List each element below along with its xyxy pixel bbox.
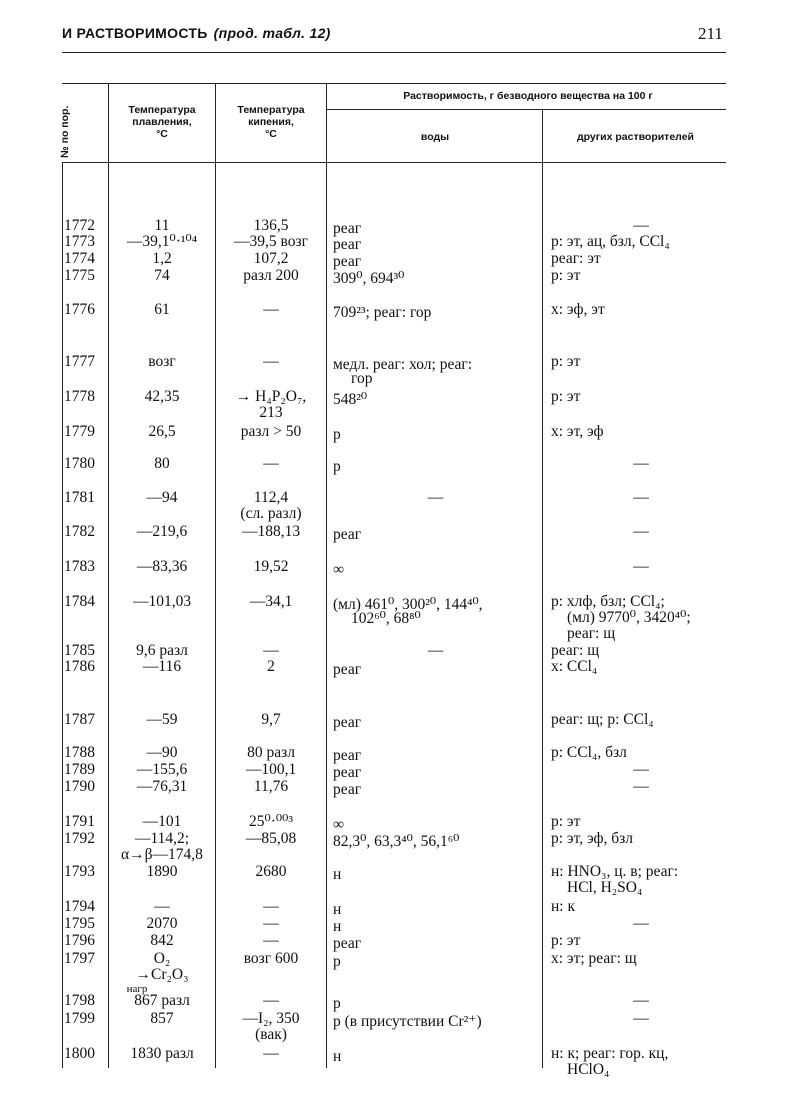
- melting-point: —76,31: [136, 778, 188, 795]
- boiling-point: —39,5 возг: [234, 233, 308, 250]
- row-number: 1784: [64, 593, 95, 610]
- row-number: 1793: [64, 863, 95, 880]
- water-solubility: ∞: [333, 816, 345, 833]
- other-solvents-cont: HClO₄: [567, 1061, 610, 1078]
- melting-point: —219,6: [136, 523, 188, 540]
- other-solvents: р: хлф, бзл; CCl₄;: [551, 593, 665, 610]
- other-solvents: —: [633, 761, 649, 778]
- column-header-no: № по пор.: [59, 105, 71, 158]
- water-solubility: реаг: [333, 935, 362, 952]
- other-solvents: х: эф, эт: [551, 301, 605, 318]
- column-header-boiling: Температура кипения, °С: [237, 104, 305, 140]
- row-number: 1797: [64, 950, 95, 967]
- water-solubility: реаг: [333, 714, 362, 731]
- boiling-point: —: [263, 915, 279, 932]
- melting-point: —155,6: [136, 761, 188, 778]
- water-solubility: р: [333, 426, 341, 443]
- other-solvents: н: к; реаг: гор. кц,: [551, 1045, 669, 1062]
- water-solubility-cont: 102⁶⁰, 68⁸⁰: [351, 610, 421, 627]
- melting-point: O₂: [153, 950, 171, 967]
- col-left-edge: [62, 162, 63, 1068]
- water-solubility: —: [427, 489, 444, 506]
- row-number: 1790: [64, 778, 95, 795]
- boiling-point: 2: [267, 658, 275, 675]
- melting-point: —114,2;: [134, 830, 190, 847]
- boiling-point: 80 разл: [247, 744, 295, 761]
- melting-point: 1830 разл: [130, 1045, 194, 1062]
- row-number: 1786: [64, 658, 95, 675]
- melting-point-cont: нагр: [126, 983, 148, 995]
- header-subtitle: (прод. табл. 12): [213, 25, 331, 41]
- other-solvents: х: CCl₄: [551, 658, 598, 675]
- melting-point: 74: [154, 267, 170, 284]
- other-solvents: р: эт, эф, бзл: [551, 830, 634, 847]
- boiling-point-cont: (сл. разл): [240, 505, 302, 522]
- row-number: 1779: [64, 423, 95, 440]
- boiling-point: —: [263, 1045, 279, 1062]
- other-solvents: —: [633, 558, 649, 575]
- boiling-point: 136,5: [253, 217, 289, 234]
- other-solvents: —: [633, 778, 649, 795]
- col-divider-2: [215, 83, 216, 1068]
- melting-point: —: [154, 898, 170, 915]
- row-number: 1782: [64, 523, 95, 540]
- boiling-point: —I₂, 350: [242, 1010, 300, 1027]
- boiling-point: 107,2: [253, 250, 289, 267]
- water-solubility: н: [333, 918, 342, 935]
- row-number: 1777: [64, 353, 95, 370]
- melting-point: —101: [142, 813, 182, 830]
- row-number: 1772: [64, 217, 95, 234]
- water-solubility: реаг: [333, 661, 362, 678]
- column-header-other: других растворителей: [576, 131, 694, 143]
- row-number: 1788: [64, 744, 95, 761]
- boiling-point: —188,13: [241, 523, 301, 540]
- melting-point: —116: [142, 658, 182, 675]
- column-header-water: воды: [420, 131, 450, 143]
- table-top-rule: [62, 83, 726, 84]
- water-solubility: ∞: [333, 561, 345, 578]
- row-number: 1795: [64, 915, 95, 932]
- water-solubility: реаг: [333, 781, 362, 798]
- other-solvents: н: к: [551, 898, 576, 915]
- row-number: 1780: [64, 455, 95, 472]
- water-solubility: р (в присутствии Cr²⁺): [333, 1013, 482, 1030]
- row-number: 1798: [64, 992, 95, 1009]
- row-number: 1776: [64, 301, 95, 318]
- other-solvents: —: [633, 915, 649, 932]
- water-solubility: 548²⁰: [333, 391, 368, 408]
- row-number: 1799: [64, 1010, 95, 1027]
- boiling-point: —: [263, 353, 279, 370]
- water-solubility: н: [333, 1048, 342, 1065]
- boiling-point: —34,1: [249, 593, 293, 610]
- boiling-point: —: [263, 301, 279, 318]
- row-number: 1774: [64, 250, 95, 267]
- boiling-point: —: [263, 992, 279, 1009]
- water-solubility: н: [333, 866, 342, 883]
- melting-point: возг: [148, 353, 176, 370]
- melting-point: —101,03: [132, 593, 192, 610]
- other-solvents: —: [633, 217, 649, 234]
- melting-point: 1,2: [152, 250, 172, 267]
- col-divider-3: [326, 83, 327, 1068]
- boiling-point: → H₄P₂O₇,: [235, 388, 307, 405]
- boiling-point: 11,76: [253, 778, 289, 795]
- other-solvents: —: [633, 489, 649, 506]
- row-number: 1773: [64, 233, 95, 250]
- water-solubility: 309⁰, 694³⁰: [333, 270, 405, 287]
- water-solubility: реаг: [333, 747, 362, 764]
- melting-point: 9,6 разл: [136, 642, 188, 659]
- other-solvents: р: CCl₄, бзл: [551, 744, 627, 761]
- water-solubility: (мл) 461⁰, 300²⁰, 144⁴⁰,: [333, 596, 483, 613]
- boiling-point: 2680: [255, 863, 287, 880]
- page-number: 211: [698, 24, 723, 43]
- water-solubility: р: [333, 458, 341, 475]
- other-solvents: р: эт: [551, 267, 581, 284]
- melting-point: —94: [146, 489, 178, 506]
- water-solubility: реаг: [333, 764, 362, 781]
- melting-point: —39,1⁰·¹⁰⁴: [126, 233, 198, 250]
- row-number: 1796: [64, 932, 95, 949]
- water-solubility: 82,3⁰, 63,3⁴⁰, 56,1⁶⁰: [333, 833, 460, 850]
- water-solubility: н: [333, 901, 342, 918]
- melting-point: 1890: [146, 863, 178, 880]
- boiling-point: —: [263, 898, 279, 915]
- header-bottom-rule: [62, 162, 726, 163]
- other-solvents: х: эт, эф: [551, 423, 604, 440]
- boiling-point-cont: (вак): [255, 1026, 287, 1043]
- melting-point: 80: [154, 455, 170, 472]
- water-solubility: реаг: [333, 236, 362, 253]
- other-solvents: р: эт: [551, 813, 581, 830]
- boiling-point: возг 600: [243, 950, 299, 967]
- other-solvents: х: эт; реаг: щ: [551, 950, 637, 967]
- row-number: 1785: [64, 642, 95, 659]
- boiling-point: —100,1: [245, 761, 297, 778]
- melting-point: —83,36: [136, 558, 188, 575]
- other-solvents: р: эт, ац, бзл, CCl₄: [551, 233, 670, 250]
- col-divider-4: [542, 109, 543, 1068]
- water-solubility: реаг: [333, 526, 362, 543]
- row-number: 1775: [64, 267, 95, 284]
- boiling-point-cont: 213: [259, 404, 283, 421]
- melting-point: —90: [146, 744, 178, 761]
- boiling-point: 9,7: [261, 711, 281, 728]
- row-number: 1781: [64, 489, 95, 506]
- boiling-point: 19,52: [253, 558, 289, 575]
- row-number: 1787: [64, 711, 95, 728]
- melting-point: 867 разл: [134, 992, 190, 1009]
- boiling-point: разл > 50: [240, 423, 302, 440]
- column-header-melting: Температура плавления, °С: [128, 104, 196, 140]
- boiling-point: 25⁰·⁰⁰³: [249, 813, 293, 830]
- water-solubility-cont: гор: [351, 370, 373, 387]
- header-title: И РАСТВОРИМОСТЬ (прод. табл. 12): [62, 25, 331, 41]
- header-rule: [62, 52, 726, 53]
- water-solubility: р: [333, 995, 341, 1012]
- melting-point: —59: [146, 711, 178, 728]
- row-number: 1791: [64, 813, 95, 830]
- other-solvents: реаг: щ; р: CCl₄: [551, 711, 654, 728]
- other-solvents: н: HNO₃, ц. в; реаг:: [551, 863, 679, 880]
- row-number: 1800: [64, 1045, 95, 1062]
- other-solvents-cont: реаг: щ: [567, 625, 616, 642]
- row-number: 1794: [64, 898, 95, 915]
- other-solvents-cont: (мл) 9770⁰, 3420⁴⁰;: [567, 609, 691, 626]
- row-number: 1778: [64, 388, 95, 405]
- boiling-point: —: [263, 932, 279, 949]
- col-divider-1: [108, 83, 109, 1068]
- melting-point: 11: [154, 217, 170, 234]
- other-solvents: —: [633, 455, 649, 472]
- other-solvents: —: [633, 1010, 649, 1027]
- solubility-subheader-rule: [327, 109, 726, 110]
- melting-point-cont: →Cr₂O₃: [135, 966, 189, 983]
- boiling-point: —: [263, 455, 279, 472]
- other-solvents: —: [633, 523, 649, 540]
- other-solvents: —: [633, 992, 649, 1009]
- other-solvents: р: эт: [551, 932, 581, 949]
- melting-point: 842: [150, 932, 174, 949]
- row-number: 1792: [64, 830, 95, 847]
- water-solubility: —: [427, 642, 444, 659]
- column-header-solubility: Растворимость, г безводного вещества на 100 г: [403, 90, 653, 102]
- melting-point: 857: [150, 1010, 174, 1027]
- melting-point: 2070: [146, 915, 178, 932]
- other-solvents: р: эт: [551, 353, 581, 370]
- boiling-point: разл 200: [243, 267, 299, 284]
- other-solvents: реаг: эт: [551, 250, 601, 267]
- melting-point: 61: [154, 301, 170, 318]
- melting-point-cont: α→β—174,8: [121, 846, 203, 863]
- boiling-point: 112,4: [253, 489, 289, 506]
- water-solubility: р: [333, 953, 341, 970]
- melting-point: 42,35: [144, 388, 180, 405]
- water-solubility: 709²³; реаг: гор: [333, 304, 432, 321]
- row-number: 1789: [64, 761, 95, 778]
- boiling-point: —85,08: [245, 830, 297, 847]
- other-solvents: р: эт: [551, 388, 581, 405]
- melting-point: 26,5: [148, 423, 176, 440]
- row-number: 1783: [64, 558, 95, 575]
- water-solubility: реаг: [333, 253, 362, 270]
- other-solvents-cont: HCl, H₂SO₄: [567, 879, 643, 896]
- other-solvents: реаг: щ: [551, 642, 600, 659]
- boiling-point: —: [263, 642, 279, 659]
- water-solubility: реаг: [333, 220, 362, 237]
- water-solubility: медл. реаг: хол; реаг:: [333, 356, 473, 373]
